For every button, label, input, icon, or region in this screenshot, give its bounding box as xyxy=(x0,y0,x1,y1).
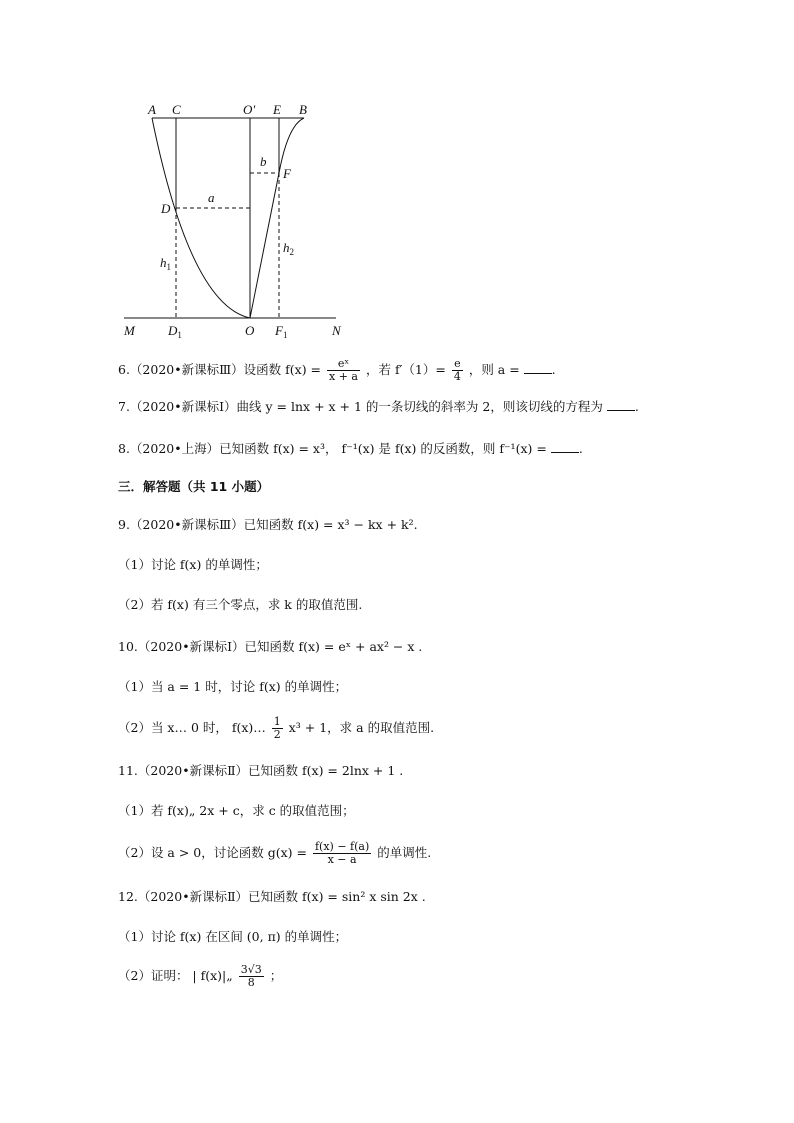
question-9-stem: 9.（2020•新课标Ⅲ）已知函数 f(x) = x³ − kx + k². xyxy=(118,517,418,532)
section-title: 三．解答题（共 11 小题） xyxy=(118,479,270,494)
curve-FB xyxy=(279,118,304,173)
fraction-10: $\frac{1}{2}$ xyxy=(273,715,281,741)
question-6: 6.（2020•新课标Ⅲ）设函数 f(x) = $\frac{\text{eˣ}}{x + a}$ ，若 f′（1）= $\frac{e}{4}$ ，则 a = . xyxy=(118,357,556,383)
label-h2: $h_2$ xyxy=(283,240,294,257)
label-O-prime: O' xyxy=(243,102,256,117)
label-D1: $D_1$ xyxy=(168,323,182,340)
question-10-part1: （1）当 a = 1 时，讨论 f(x) 的单调性； xyxy=(118,679,348,694)
label-C: C xyxy=(172,102,181,117)
label-a: a xyxy=(208,190,215,205)
fraction-11: $\frac{f(x) - f(a)}{x - a}$ xyxy=(314,840,370,866)
question-7: 7.（2020•新课标Ⅰ）曲线 y = lnx + x + 1 的一条切线的斜率为 2，则该切线的方程为 . xyxy=(118,399,639,414)
label-N: N xyxy=(332,323,341,338)
label-E: E xyxy=(273,102,281,117)
question-11-stem: 11.（2020•新课标Ⅱ）已知函数 f(x) = 2lnx + 1 . xyxy=(118,763,404,778)
label-A: A xyxy=(148,102,156,117)
question-11-part1: （1）若 f(x)„ 2x + c，求 c 的取值范围； xyxy=(118,803,355,818)
label-F1: $F_1$ xyxy=(275,323,288,340)
label-M: M xyxy=(124,323,135,338)
label-O: O xyxy=(245,323,255,338)
question-12-stem: 12.（2020•新课标Ⅱ）已知函数 f(x) = sin² x sin 2x . xyxy=(118,889,426,904)
answer-blank xyxy=(607,410,635,411)
label-b: b xyxy=(260,154,267,169)
label-h1: $h_1$ xyxy=(160,255,171,272)
question-10-stem: 10.（2020•新课标Ⅰ）已知函数 f(x) = eˣ + ax² − x . xyxy=(118,639,423,654)
fraction-12: $\frac{3√3}{8}$ xyxy=(240,963,262,989)
fraction-6b: $\frac{e}{4}$ xyxy=(453,357,461,383)
question-12-part1: （1）讨论 f(x) 在区间 (0, π) 的单调性； xyxy=(118,929,348,944)
question-12-part2: （2）证明： | f(x)|„ $\frac{3√3}{8}$ ； xyxy=(118,963,283,989)
geometry-figure xyxy=(110,95,350,345)
question-9-part1: （1）讨论 f(x) 的单调性； xyxy=(118,557,268,572)
answer-blank xyxy=(551,452,579,453)
label-B: B xyxy=(299,102,307,117)
question-9-part2: （2）若 f(x) 有三个零点，求 k 的取值范围. xyxy=(118,597,363,612)
question-8: 8.（2020•上海）已知函数 f(x) = x³， f⁻¹(x) 是 f(x) 的反函数，则 f⁻¹(x) = . xyxy=(118,441,583,456)
question-11-part2: （2）设 a > 0，讨论函数 g(x) = $\frac{f(x) - f(a)}{x - a}$ 的单调性. xyxy=(118,840,432,866)
label-D: D xyxy=(161,201,171,216)
question-10-part2: （2）当 x… 0 时， f(x)… $\frac{1}{2}$ x³ + 1，求 a 的取值范围. xyxy=(118,715,435,741)
answer-blank xyxy=(524,373,552,374)
fraction-6a: $\frac{\text{eˣ}}{x + a}$ xyxy=(329,357,358,383)
line-OF xyxy=(250,173,279,318)
parabola-curve xyxy=(152,118,250,318)
label-F: F xyxy=(283,166,291,181)
